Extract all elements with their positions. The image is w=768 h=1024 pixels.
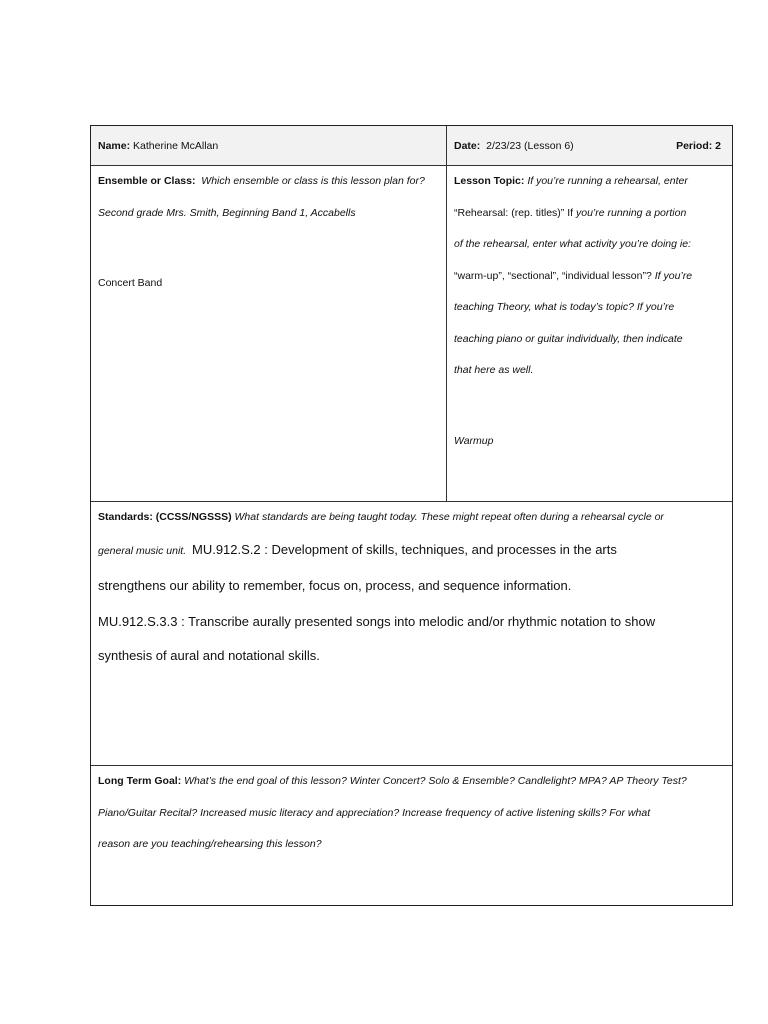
topic-prompt-7: that here as well. bbox=[454, 364, 534, 376]
ensemble-value: Concert Band bbox=[98, 276, 163, 289]
ensemble-prompt: Which ensemble or class is this lesson plan for? bbox=[201, 175, 425, 187]
long-term-goal-row bbox=[91, 766, 732, 905]
date-period-cell bbox=[447, 126, 732, 165]
ensemble-cell bbox=[91, 166, 447, 501]
standards-code: (CCSS/NGSSS) bbox=[152, 511, 232, 523]
standard-1-line-1: MU.912.S.2 : Development of skills, techniques, and processes in the arts bbox=[191, 541, 617, 557]
standard-2-line-1: MU.912.S.3.3 : Transcribe aurally presented songs into melodic and/or rhythmic notation to show bbox=[98, 613, 656, 629]
topic-rehearsal-entry: Rehearsal: (rep. titles)” bbox=[457, 206, 565, 219]
ensemble-examples: Second grade Mrs. Smith, Beginning Band 1, Accabells bbox=[98, 206, 356, 219]
period-value: 2 bbox=[715, 139, 721, 152]
name-value: Katherine McAllan bbox=[133, 139, 219, 152]
topic-value: Warmup bbox=[454, 435, 494, 447]
standards-prompt-2: general music unit. bbox=[98, 544, 187, 557]
goal-prompt-2: Piano/Guitar Recital? Increased music literacy and appreciation? Increase frequency of active listening skills? For what bbox=[98, 806, 651, 819]
topic-prompt-1: If you’re running a rehearsal, enter bbox=[527, 175, 688, 187]
header-row bbox=[91, 126, 732, 166]
standard-2-line-2: synthesis of aural and notational skills. bbox=[98, 647, 320, 663]
lesson-topic-cell bbox=[447, 166, 732, 501]
goal-prompt-1: What’s the end goal of this lesson? Winter Concert? Solo & Ensemble? Candlelight? MPA? AP Theory Test? bbox=[181, 775, 687, 787]
ensemble-label: Ensemble or Class: bbox=[98, 175, 196, 187]
lesson-plan-form bbox=[90, 125, 733, 906]
name-cell bbox=[91, 126, 447, 165]
goal-label: Long Term Goal: bbox=[98, 775, 182, 787]
topic-prompt-3: of the rehearsal, enter what activity you’re doing ie: bbox=[454, 238, 691, 250]
topic-prompt-5: teaching Theory, what is today’s topic? If you’re bbox=[454, 301, 675, 313]
standards-row bbox=[91, 502, 732, 766]
topic-label: Lesson Topic: bbox=[454, 175, 525, 187]
ensemble-topic-row bbox=[91, 166, 732, 502]
standards-cell bbox=[91, 502, 732, 679]
standards-label: Standards: bbox=[98, 511, 153, 523]
standard-1-line-2: strengthens our ability to remember, focus on, process, and sequence information. bbox=[98, 577, 572, 593]
topic-activity-options: “warm-up”, “sectional”, “individual lesson”? bbox=[454, 269, 652, 282]
topic-if: If bbox=[564, 206, 574, 219]
topic-prompt-6: teaching piano or guitar individually, then indicate bbox=[454, 332, 683, 345]
topic-quote: “ bbox=[454, 206, 458, 219]
long-term-goal-cell bbox=[91, 766, 732, 867]
date-value: 2/23/23 (Lesson 6) bbox=[486, 139, 574, 152]
topic-prompt-4: If you’re bbox=[651, 269, 693, 282]
date-label: Date: bbox=[454, 139, 481, 152]
topic-prompt-2: you’re running a portion bbox=[573, 206, 687, 219]
standards-prompt-1: What standards are being taught today. These might repeat often during a rehearsal cycle or bbox=[231, 511, 664, 523]
name-label: Name: bbox=[98, 139, 131, 152]
period-label: Period: bbox=[676, 139, 713, 152]
goal-prompt-3: reason are you teaching/rehearsing this lesson? bbox=[98, 838, 322, 850]
